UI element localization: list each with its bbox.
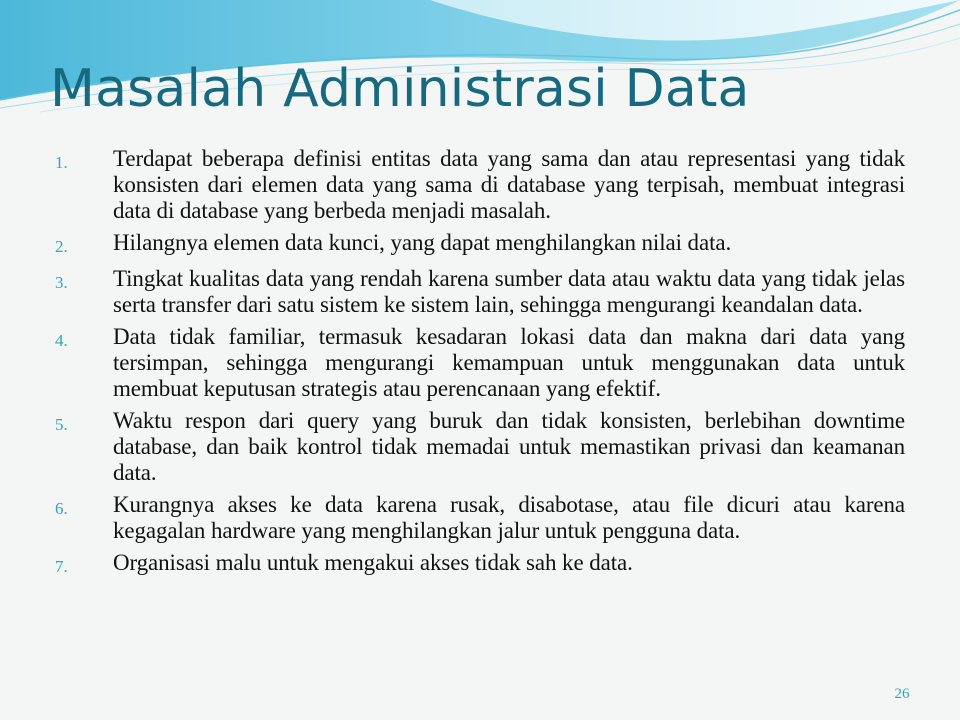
list-item-number: 7. bbox=[55, 557, 68, 576]
list-item bbox=[55, 492, 905, 544]
list-item-text: Data tidak familiar, termasuk kesadaran lokasi data dan makna dari data yang tersimpan, sehingga mengurangi kemampuan untuk menggunakan data untuk membuat keputusan strategis atau perencanaan yang efektif. bbox=[113, 324, 905, 401]
list-item-text: Organisasi malu untuk mengakui akses tidak sah ke data. bbox=[113, 550, 633, 575]
list-item-text: Kurangnya akses ke data karena rusak, disabotase, atau file dicuri atau karena kegagalan hardware yang menghilangkan jalur untuk pengguna data. bbox=[113, 492, 905, 543]
list-item-number: 5. bbox=[55, 415, 68, 434]
list-item-text: Tingkat kualitas data yang rendah karena sumber data atau waktu data yang tidak jelas serta transfer dari satu sistem ke sistem lain, sehingga mengurangi keandalan data. bbox=[113, 266, 905, 317]
list-item-number: 2. bbox=[55, 237, 68, 256]
slide-title: Masalah Administrasi Data bbox=[50, 59, 750, 119]
list-item-number: 6. bbox=[55, 499, 68, 518]
list-item bbox=[55, 550, 905, 580]
list-item bbox=[55, 324, 905, 402]
list-item bbox=[55, 146, 905, 224]
list-item-text: Waktu respon dari query yang buruk dan tidak konsisten, berlebihan downtime database, dan baik kontrol tidak memadai untuk memastikan privasi dan keamanan data. bbox=[113, 408, 905, 485]
list-item-text: Terdapat beberapa definisi entitas data yang sama dan atau representasi yang tidak konsisten dari elemen data yang sama di database yang terpisah, membuat integrasi data di database yang berbeda menjadi masalah. bbox=[113, 146, 905, 223]
list-item-text: Hilangnya elemen data kunci, yang dapat menghilangkan nilai data. bbox=[113, 230, 732, 255]
list-item bbox=[55, 266, 905, 318]
list-item-number: 3. bbox=[55, 273, 68, 292]
list-item-number: 1. bbox=[55, 153, 68, 172]
list-item bbox=[55, 408, 905, 486]
list-item bbox=[55, 230, 905, 260]
numbered-list bbox=[55, 146, 905, 586]
page-number: 26 bbox=[894, 686, 910, 702]
list-item-number: 4. bbox=[55, 331, 68, 350]
